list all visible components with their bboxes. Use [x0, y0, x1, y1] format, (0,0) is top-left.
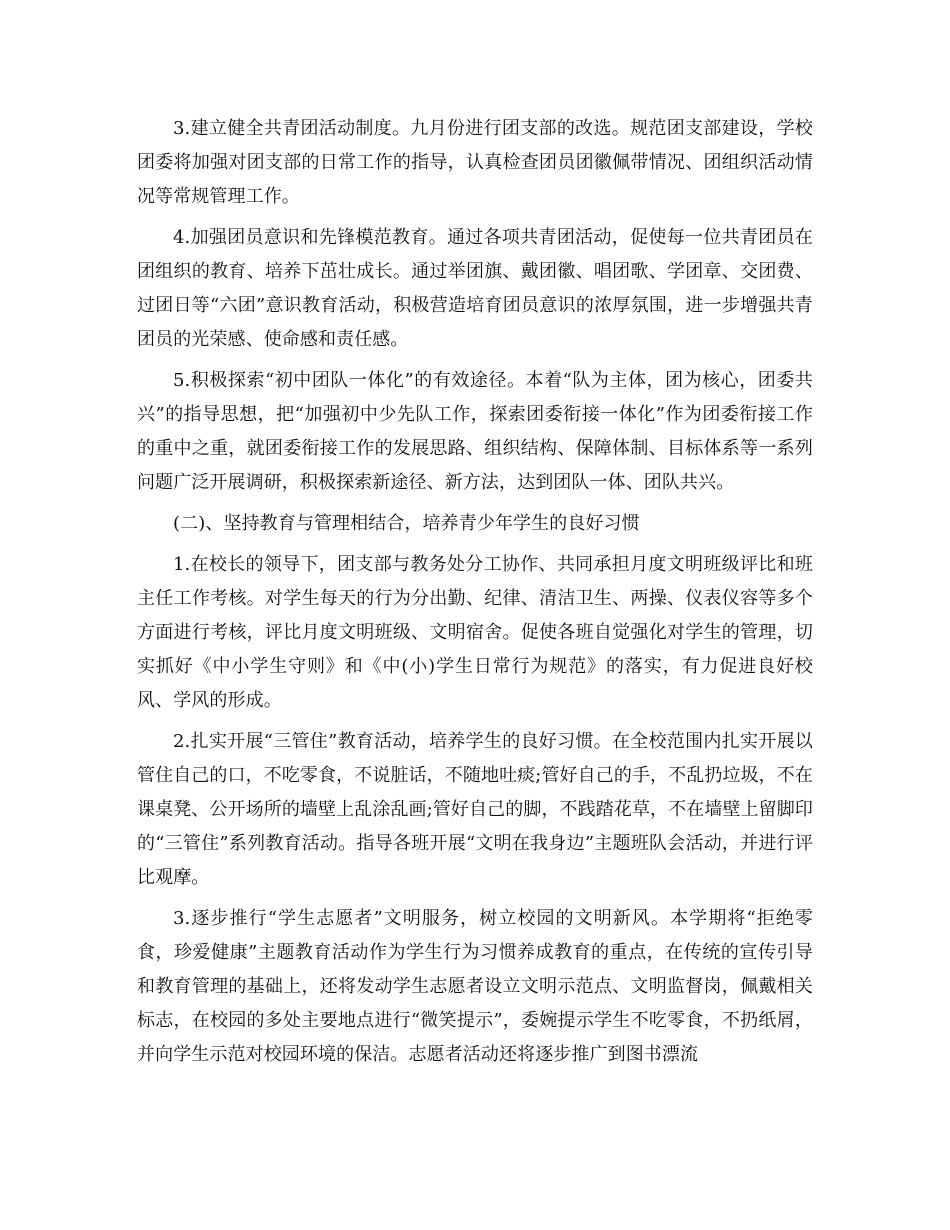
section-heading: (二)、坚持教育与管理相结合，培养青少年学生的良好习惯: [173, 513, 640, 534]
paragraph-item-5: 5.积极探索“初中团队一体化”的有效途径。本着“队为主体，团为核心，团委共兴”的指导思想，把“加强初中少先队工作，探索团委衔接一体化”作为团委衔接工作的重中之重，就团委衔接工作的发展思路、组织结构、保障体制、目标体系等一系列问题广泛开展调研，积极探索新途径、新方法，达到团队一体、团队共兴。: [137, 370, 813, 493]
document-body: [137, 112, 813, 1079]
paragraph-section2-item-2: 2.扎实开展“三管住”教育活动，培养学生的良好习惯。在全校范围内扎实开展以管住自己的口，不吃零食，不说脏话，不随地吐痰;管好自己的手，不乱扔垃圾，不在课桌凳、公开场所的墙壁上乱涂乱画;管好自己的脚，不践踏花草，不在墙壁上留脚印的“三管住”系列教育活动。指导各班开展“文明在我身边”主题班队会活动，并进行评比观摩。: [137, 731, 813, 888]
paragraph-section2-item-3: 3.逐步推行“学生志愿者”文明服务，树立校园的文明新风。本学期将“拒绝零食，珍爱健康”主题教育活动作为学生行为习惯养成教育的重点，在传统的宣传引导和教育管理的基础上，还将发动学生志愿者设立文明示范点、文明监督岗，佩戴相关标志，在校园的多处主要地点进行“微笑提示”，委婉提示学生不吃零食，不扔纸屑，并向学生示范对校园环境的保洁。志愿者活动还将逐步推广到图书漂流: [137, 908, 813, 1065]
paragraph-section2-item-1: 1.在校长的领导下，团支部与教务处分工协作、共同承担月度文明班级评比和班主任工作考核。对学生每天的行为分出勤、纪律、清洁卫生、两操、仪表仪容等多个方面进行考核，评比月度文明班级、文明宿舍。促使各班自觉强化对学生的管理，切实抓好《中小学生守则》和《中(小)学生日常行为规范》的落实，有力促进良好校风、学风的形成。: [137, 554, 813, 711]
paragraph-item-4: 4.加强团员意识和先锋模范教育。通过各项共青团活动，促使每一位共青团员在团组织的教育、培养下茁壮成长。通过举团旗、戴团徽、唱团歌、学团章、交团费、过团日等“六团”意识教育活动，积极营造培育团员意识的浓厚氛围，进一步增强共青团员的光荣感、使命感和责任感。: [137, 227, 813, 350]
paragraph-item-3: 3.建立健全共青团活动制度。九月份进行团支部的改选。规范团支部建设，学校团委将加强对团支部的日常工作的指导，认真检查团员团徽佩带情况、团组织活动情况等常规管理工作。: [137, 118, 813, 207]
